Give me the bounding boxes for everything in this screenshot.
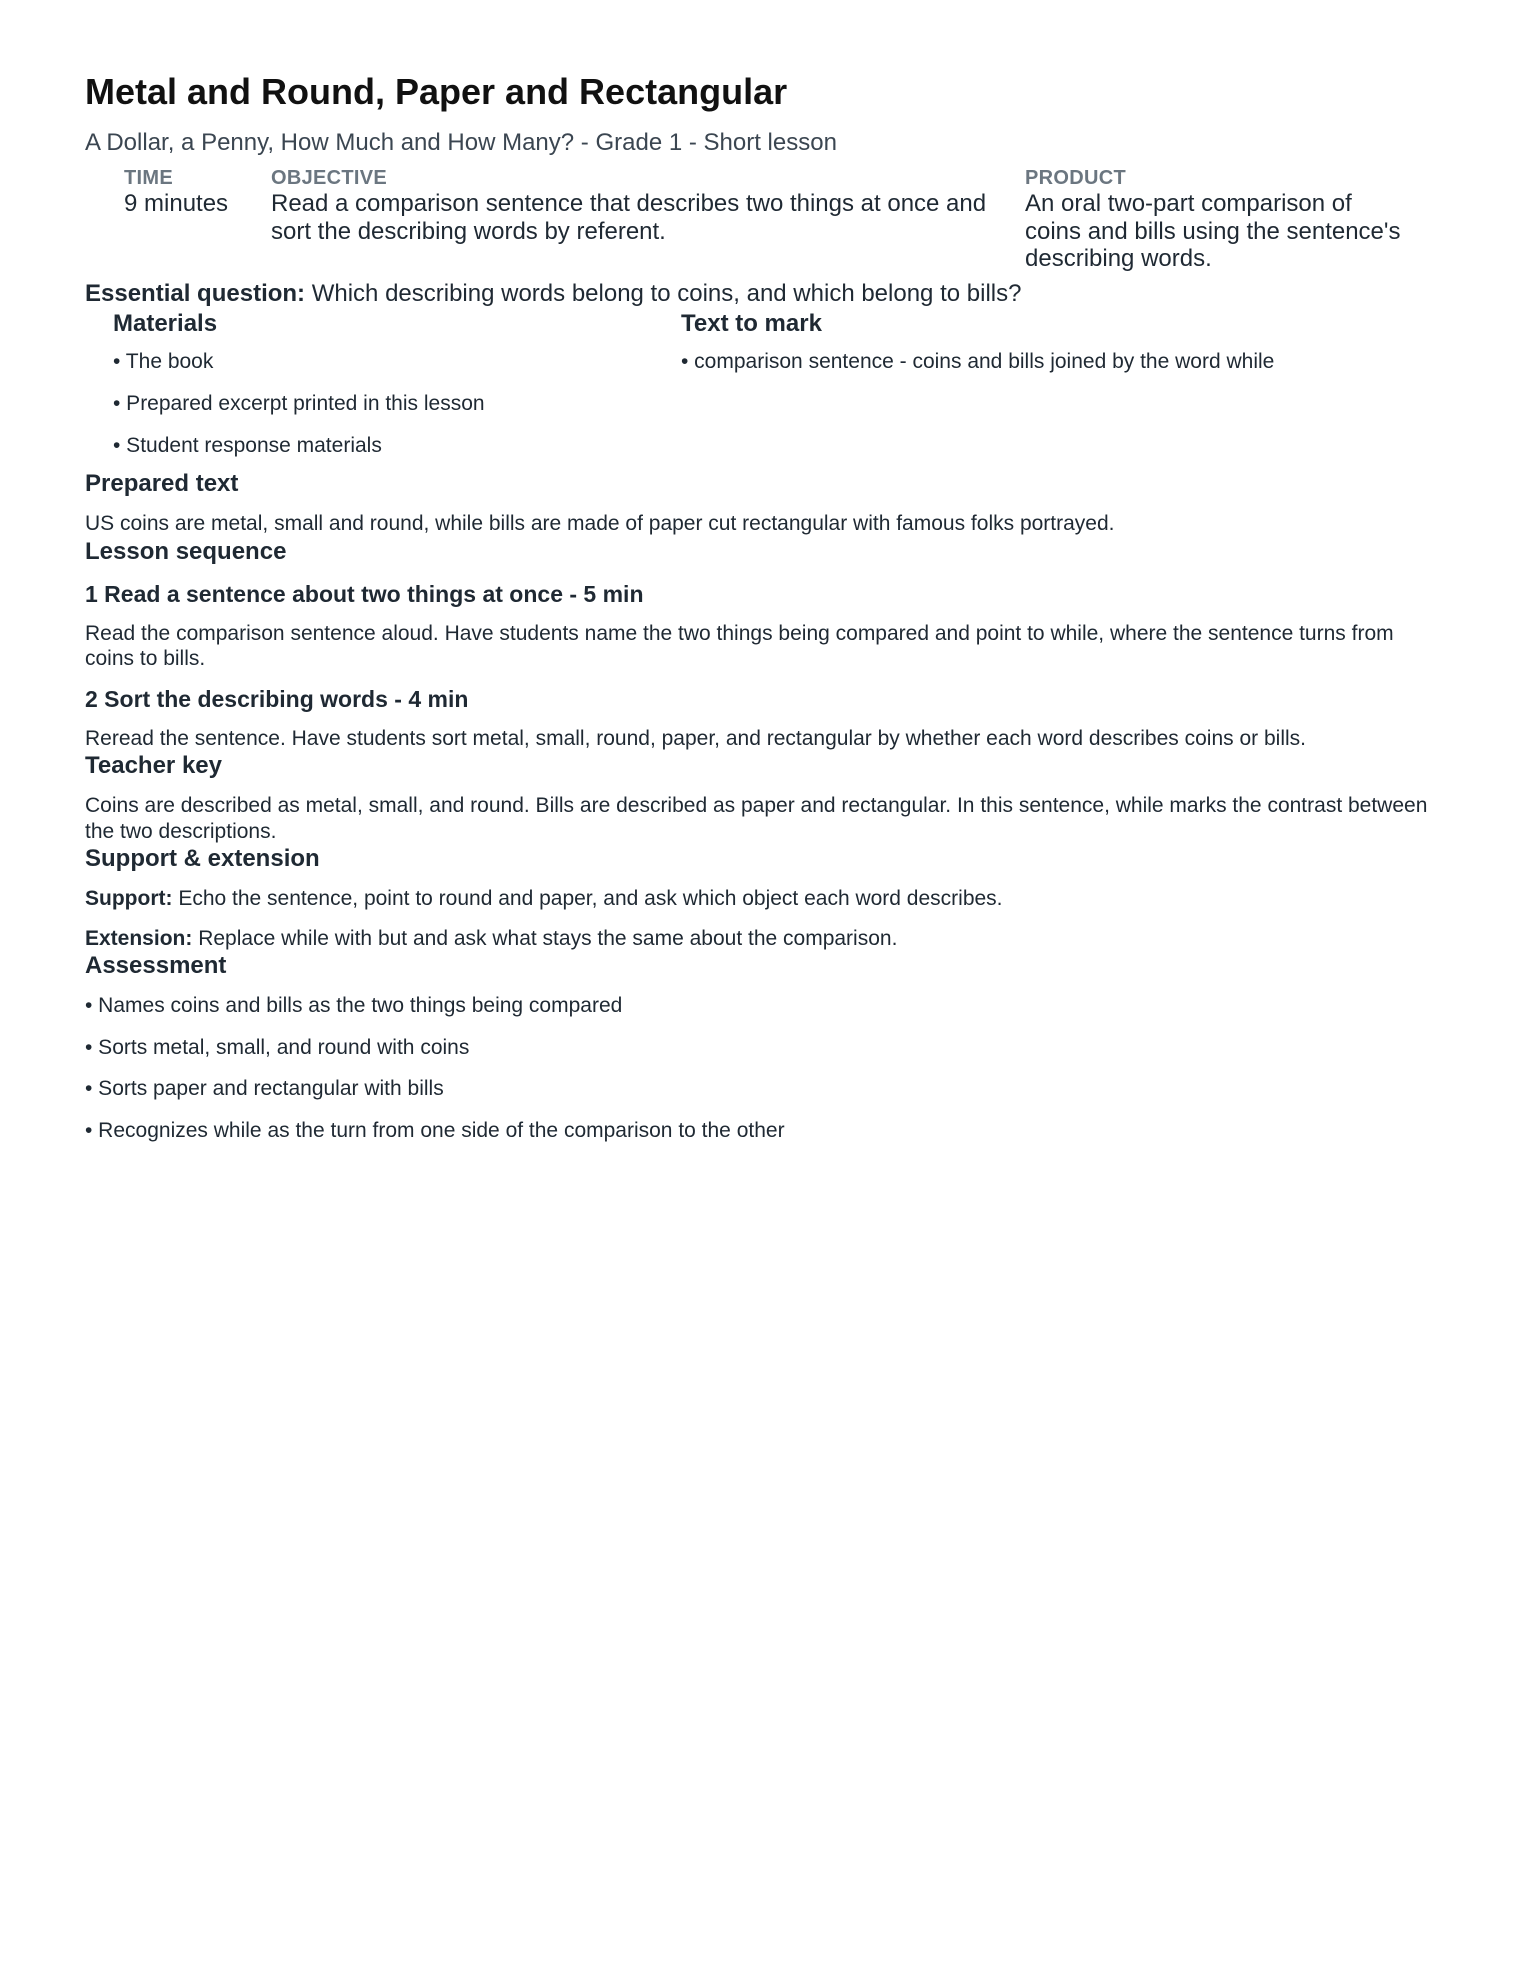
materials-column [113,309,673,475]
assessment-list [85,993,1445,1143]
objective-label: OBJECTIVE [271,167,388,189]
assessment-heading: Assessment [85,952,227,979]
text-to-mark-list [681,349,1441,375]
step-body: Read the comparison sentence aloud. Have students name the two things being compared and point to while, where the sentence turns from coins to bills. [85,621,1394,670]
assessment-item: • Sorts metal, small, and round with coins [85,1035,470,1059]
support-label: Support: [85,887,173,910]
support-extension-heading: Support & extension [85,845,320,872]
meta-time [124,166,254,218]
meta-objective [271,166,991,245]
prepared-text-body: US coins are metal, small and round, while bills are made of paper cut rectangular with famous folks portrayed. [85,512,1115,535]
prepared-text-heading: Prepared text [85,470,239,497]
support-paragraph [85,886,1445,912]
product-label: PRODUCT [1025,167,1126,189]
meta-product [1025,166,1405,273]
essential-question-text: Which describing words belong to coins, and which belong to bills? [305,280,1022,307]
lesson-meta [85,166,1445,276]
time-value: 9 minutes [124,190,229,217]
extension-label: Extension: [85,926,193,950]
essential-question-label: Essential question: [85,280,306,307]
step-body: Reread the sentence. Have students sort metal, small, round, paper, and rectangular by whether each word describes coins or bills. [85,726,1306,750]
materials-item: • Prepared excerpt printed in this lesson [113,392,485,415]
step-title: 2 Sort the describing words - 4 min [85,685,469,712]
assessment-item: • Recognizes while as the turn from one side of the comparison to the other [85,1118,785,1142]
materials-item: • The book [113,350,214,373]
text-to-mark-item: • comparison sentence - coins and bills joined by the word while [681,350,1275,373]
extension-text: Replace while with but and ask what stays the same about the comparison. [192,926,898,950]
product-value: An oral two-part comparison of coins and bills using the sentence's describing words. [1025,190,1401,272]
extension-paragraph [85,926,1445,952]
time-label: TIME [124,167,173,189]
materials-list [113,349,673,459]
page-title: Metal and Round, Paper and Rectangular [85,71,788,112]
objective-value: Read a comparison sentence that describes two things at once and sort the describing words by referent. [271,190,987,245]
essential-question [85,279,1445,309]
step-title: 1 Read a sentence about two things at once - 5 min [85,580,644,607]
text-to-mark-heading: Text to mark [681,310,822,337]
text-to-mark-column [681,309,1441,391]
assessment-item: • Sorts paper and rectangular with bills [85,1077,444,1100]
lesson-page [85,68,1445,1159]
lesson-sequence-heading: Lesson sequence [85,537,287,565]
materials-heading: Materials [113,310,218,337]
support-text: Echo the sentence, point to round and paper, and ask which object each word describes. [172,887,1003,910]
page-subtitle: A Dollar, a Penny, How Much and How Many? - Grade 1 - Short lesson [85,129,837,156]
teacher-key-heading: Teacher key [85,752,222,779]
materials-section [85,309,1445,469]
assessment-item: • Names coins and bills as the two things being compared [85,994,623,1017]
materials-item: • Student response materials [113,434,382,457]
teacher-key-body: Coins are described as metal, small, and round. Bills are described as paper and rectangular. In this sentence, while marks the contrast between the two descriptions. [85,794,1428,843]
